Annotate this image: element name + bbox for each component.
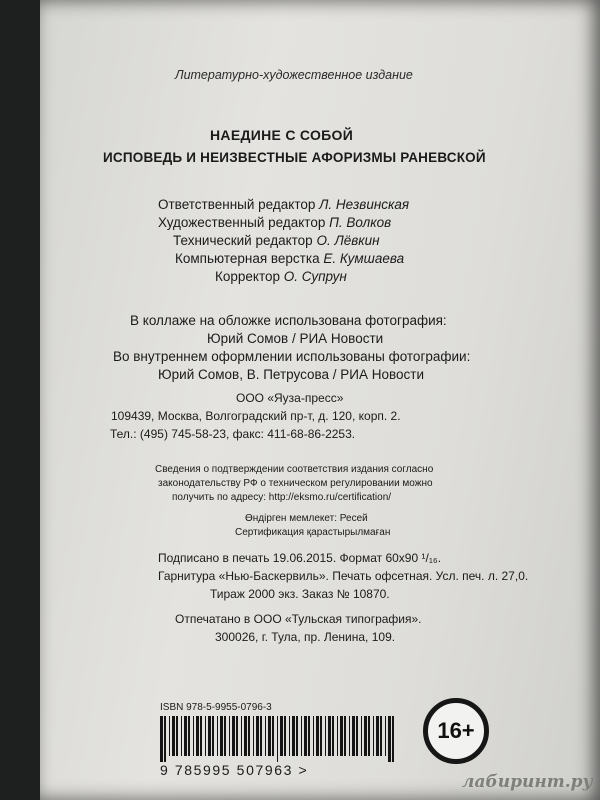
printing-info-line: Тираж 2000 экз. Заказ № 10870. bbox=[210, 587, 390, 601]
age-rating-label: 16+ bbox=[437, 718, 475, 743]
barcode-graphic bbox=[158, 716, 398, 762]
book-subtitle: ИСПОВЕДЬ И НЕИЗВЕСТНЫЕ АФОРИЗМЫ РАНЕВСКОЙ bbox=[103, 150, 486, 165]
certification-line: получить по адресу: http://eksmo.ru/certification/ bbox=[172, 492, 392, 503]
kazakh-certification-line: Сертификация қарастырылмаған bbox=[235, 527, 391, 538]
book-page bbox=[40, 0, 600, 800]
age-rating-badge bbox=[423, 698, 489, 764]
credit-technical-editor: Технический редактор О. Лёвкин bbox=[173, 233, 380, 248]
printing-info-line: Подписано в печать 19.06.2015. Формат 60х90 ¹/₁₆. bbox=[158, 551, 442, 565]
certification-line: законодательству РФ о техническом регулировании можно bbox=[158, 478, 433, 489]
credit-proofreader: Корректор О. Супрун bbox=[215, 269, 347, 284]
watermark-logo: лабиринт.ру bbox=[462, 772, 593, 792]
printing-info-line: Гарнитура «Нью-Баскервиль». Печать офсетная. Усл. печ. л. 27,0. bbox=[158, 569, 529, 583]
genre-label: Литературно-художественное издание bbox=[175, 68, 413, 82]
printing-house-address: 300026, г. Тула, пр. Ленина, 109. bbox=[215, 630, 396, 644]
credit-layout: Компьютерная верстка Е. Кумшаева bbox=[175, 251, 405, 266]
publisher-name: ООО «Яуза-пресс» bbox=[236, 391, 344, 405]
photo-credit-line: Юрий Сомов / РИА Новости bbox=[207, 331, 384, 346]
barcode-digits: 9 785995 507963 > bbox=[160, 762, 309, 778]
printing-house-line: Отпечатано в ООО «Тульская типография». bbox=[175, 612, 422, 626]
publisher-address: 109439, Москва, Волгоградский пр-т, д. 120, корп. 2. bbox=[111, 409, 401, 423]
book-title: НАЕДИНЕ С СОБОЙ bbox=[210, 127, 354, 143]
photo-credit-line: Юрий Сомов, В. Петрусова / РИА Новости bbox=[158, 367, 425, 382]
isbn-label: ISBN 978-5-9955-0796-3 bbox=[160, 702, 272, 713]
photo-credit-line: Во внутреннем оформлении использованы фотографии: bbox=[113, 349, 471, 364]
credit-responsible-editor: Ответственный редактор Л. Незвинская bbox=[158, 197, 410, 212]
publisher-phone: Тел.: (495) 745-58-23, факс: 411-68-86-2253. bbox=[110, 427, 356, 441]
certification-line: Сведения о подтверждении соответствия издания согласно bbox=[155, 464, 434, 475]
credit-art-editor: Художественный редактор П. Волков bbox=[158, 215, 392, 230]
photo-credit-line: В коллаже на обложке использована фотография: bbox=[130, 313, 447, 328]
kazakh-origin-line: Өндірген мемлекет: Ресей bbox=[245, 513, 368, 524]
